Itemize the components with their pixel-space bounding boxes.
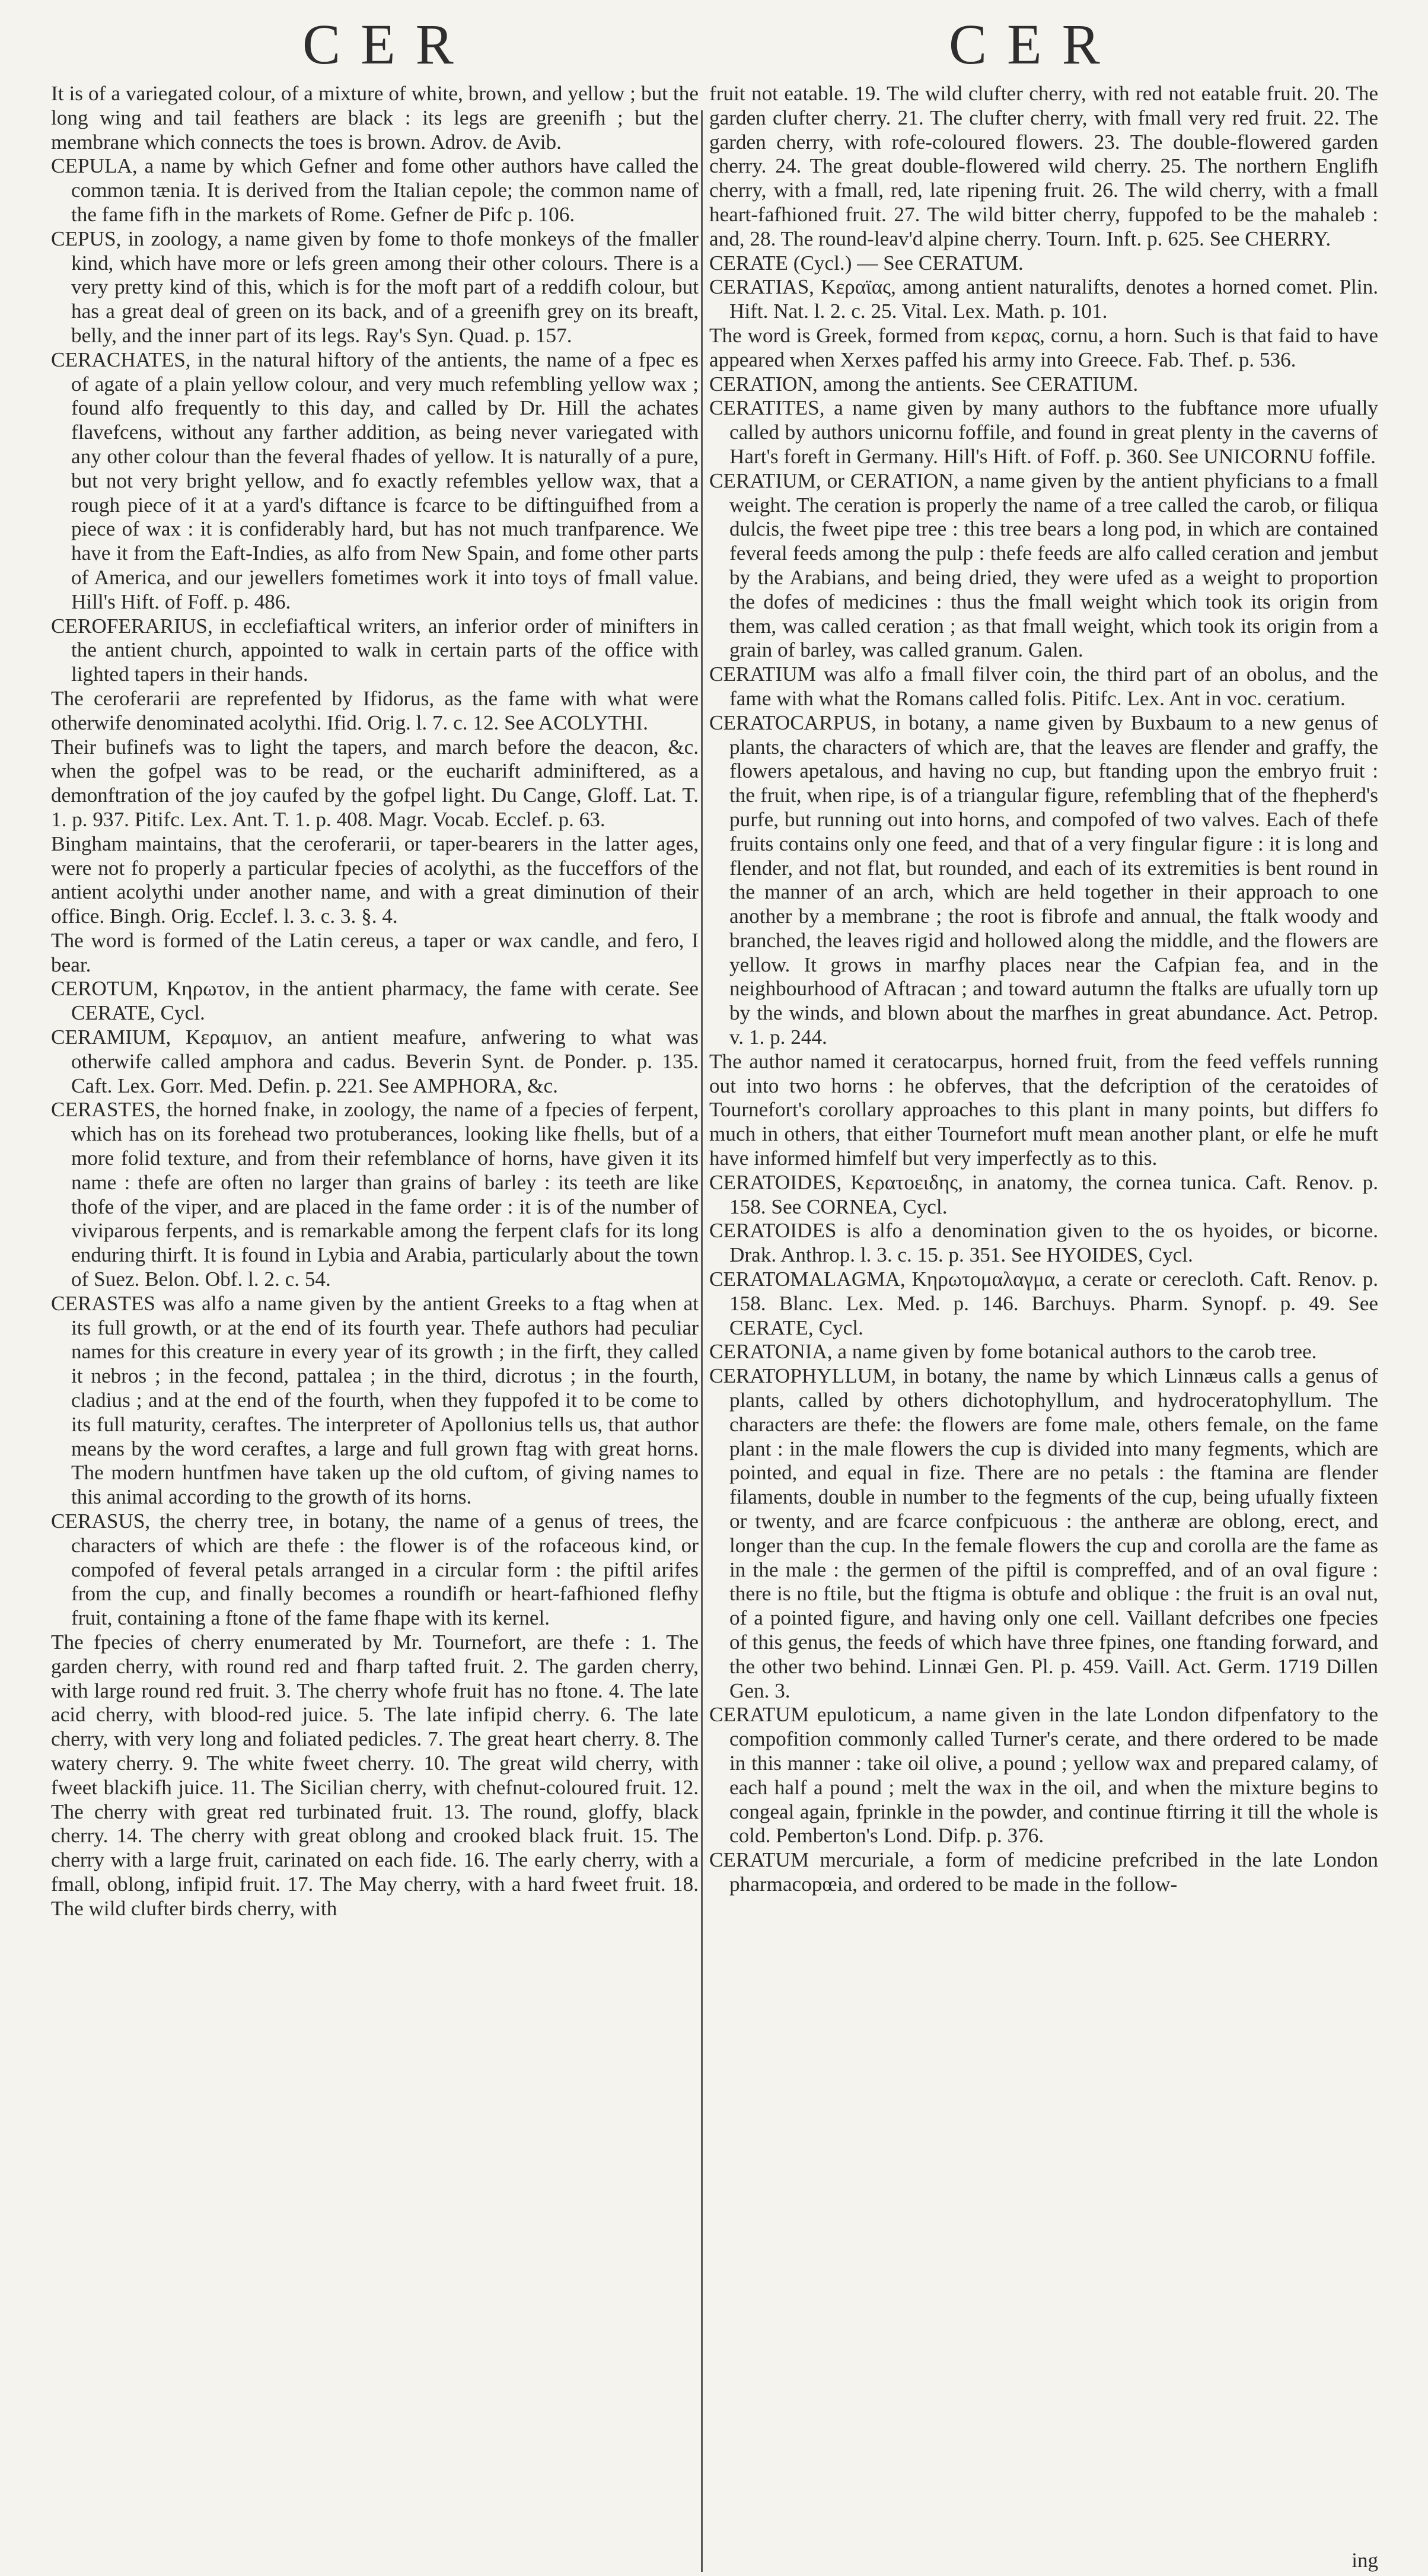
- entry-paragraph: CEROFERARIUS, in ecclefiaftical writers, an inferior order of minifters in the antient church, appointed to walk in certain parts of the office with lighted tapers in their hands.: [51, 614, 699, 686]
- running-head-left: CER: [302, 12, 474, 76]
- left-column: [51, 82, 699, 2573]
- entry-paragraph: CEPULA, a name by which Gefner and fome other authors have called the common tænia. It is derived from the Italian cepole; the common name of the fame fifh in the markets of Rome. Gefner de Pifc p. 106.: [51, 154, 699, 226]
- entry-paragraph: CERATOCARPUS, in botany, a name given by Buxbaum to a new genus of plants, the characters of which are, that the leaves are flender and graffy, the flowers apetalous, and having no cup, but ftanding upon the embryo fruit : the fruit, when ripe, is of a triangular figure, refembling that of the fhepherd's purfe, but running out into horns, and compofed of two valves. Each of thefe fruits contains only one feed, and that of a very fingular figure : it is long and flender, and not flat, but rounded, and each of its extremities is bent round in the manner of an arch, which are held together in their approach to one another by a membrane ; the root is fibrofe and annual, the ftalk woody and branched, the leaves rigid and hollowed along the middle, and the flowers are yellow. It grows in marfhy places near the Cafpian fea, and in the neighbourhood of Aftracan ; and toward autumn the ftalks are ufually torn up by the winds, and blown about the marfhes in great abundance. Act. Petrop. v. 1. p. 244.: [709, 711, 1378, 1049]
- entry-paragraph: CERATOIDES, Κερατοειδης, in anatomy, the cornea tunica. Caft. Renov. p. 158. See CORNEA, Cycl.: [709, 1170, 1378, 1218]
- right-column: [709, 82, 1378, 2573]
- entry-paragraph: CERATOPHYLLUM, in botany, the name by which Linnæus calls a genus of plants, called by others dichotophyllum, and hydroceratophyllum. The characters are thefe: the flowers are fome male, others female, on the fame plant : in the male flowers the cup is divided into many fegments, which are pointed, and equal in fize. There are no petals : the ftamina are flender filaments, double in number to the fegments of the cup, being ufually fixteen or twenty, and are fcarce confpicuous : the antheræ are oblong, erect, and longer than the cup. In the female flowers the cup and corolla are the fame as in the male : the germen of the piftil is compreffed, and of an oval figure : there is no ftile, but the ftigma is obtufe and oblique : the fruit is an oval nut, of a pointed figure, and having only one cell. Vaillant defcribes one fpecies of this genus, the feeds of which have three fpines, one ftanding forward, and the other two behind. Linnæi Gen. Pl. p. 459. Vaill. Act. Germ. 1719 Dillen Gen. 3.: [709, 1364, 1378, 1702]
- entry-paragraph: It is of a variegated colour, of a mixture of white, brown, and yellow ; but the long wing and tail feathers are black : its legs are greenifh ; but the membrane which connects the toes is brown. Adrov. de Avib.: [51, 82, 699, 154]
- entry-paragraph: CERATIAS, Κεραϊας, among antient naturalifts, denotes a horned comet. Plin. Hift. Nat. l. 2. c. 25. Vital. Lex. Math. p. 101.: [709, 275, 1378, 323]
- entry-paragraph: Bingham maintains, that the ceroferarii, or taper-bearers in the latter ages, were not fo properly a particular fpecies of acolythi, as the fucceffors of the antient acolythi under another name, and with a great diminution of their office. Bingh. Orig. Ecclef. l. 3. c. 3. §. 4.: [51, 832, 699, 928]
- entry-paragraph: CERATITES, a name given by many authors to the fubftance more ufually called by authors unicornu foffile, and found in great plenty in the caverns of Hart's foreft in Germany. Hill's Hift. of Foff. p. 360. See UNICORNU foffile.: [709, 396, 1378, 468]
- entry-paragraph: CEROTUM, Κηρωτον, in the antient pharmacy, the fame with cerate. See CERATE, Cycl.: [51, 977, 699, 1025]
- entry-paragraph: CERATUM mercuriale, a form of medicine prefcribed in the late London pharmacopœia, and ordered to be made in the follow-: [709, 1848, 1378, 1896]
- entry-paragraph: CERASTES, the horned fnake, in zoology, the name of a fpecies of ferpent, which has on its forehead two protuberances, looking like fhells, but of a more folid texture, and from their refemblance of horns, have given it its name : thefe are often no larger than grains of barley : its teeth are like thofe of the viper, and are placed in the fame order : it is of the number of viviparous ferpents, and is remarkable among the ferpent clafs for its long enduring thirft. It is found in Lybia and Arabia, particularly about the town of Suez. Belon. Obf. l. 2. c. 54.: [51, 1098, 699, 1291]
- entry-paragraph: CERATOMALAGMA, Κηρωτομαλαγμα, a cerate or cerecloth. Caft. Renov. p. 158. Blanc. Lex. Med. p. 146. Barchuys. Pharm. Synopf. p. 49. See CERATE, Cycl.: [709, 1268, 1378, 1339]
- entry-paragraph: fruit not eatable. 19. The wild clufter cherry, with red not eatable fruit. 20. The garden clufter cherry. 21. The clufter cherry, with fmall very red fruit. 22. The garden cherry, with rofe-coloured flowers. 23. The double-flowered garden cherry. 24. The great double-flowered wild cherry. 25. The northern Englifh cherry, with a fmall, red, late ripening fruit. 26. The wild cherry, with a fmall heart-fafhioned fruit. 27. The wild bitter cherry, fuppofed to be the mahaleb : and, 28. The round-leav'd alpine cherry. Tourn. Inft. p. 625. See CHERRY.: [709, 82, 1378, 250]
- entry-paragraph: CERASUS, the cherry tree, in botany, the name of a genus of trees, the characters of which are thefe : the flower is of the rofaceous kind, or compofed of feveral petals arranged in a circular form : the piftil arifes from the cup, and finally becomes a roundifh or heart-fafhioned flefhy fruit, containing a ftone of the fame fhape with its kernel.: [51, 1510, 699, 1630]
- entry-paragraph: CERATONIA, a name given by fome botanical authors to the carob tree.: [709, 1340, 1317, 1364]
- entry-paragraph: CERATUM epuloticum, a name given in the late London difpenfatory to the compofition commonly called Turner's cerate, and there ordered to be made in this manner : take oil olive, a pound ; yellow wax and prepared calamy, of each half a pound ; melt the wax in the oil, and when the mixture begins to congeal again, fprinkle in the powder, and continue ftirring it till the whole is cold. Pemberton's Lond. Difp. p. 376.: [709, 1703, 1378, 1848]
- running-head-right: CER: [949, 12, 1120, 76]
- entry-paragraph: CERATION, among the antients. See CERATIUM.: [709, 372, 1139, 396]
- entry-paragraph: CEPUS, in zoology, a name given by fome to thofe monkeys of the fmaller kind, which have more or lefs green among their other colours. There is a very pretty kind of this, which is for the moft part of a reddifh colour, but has a great deal of green on its back, and of a greenifh grey on its breaft, belly, and the inner part of its legs. Ray's Syn. Quad. p. 157.: [51, 227, 699, 347]
- column-divider: [701, 110, 703, 2572]
- catchword: ing: [1352, 2549, 1378, 2572]
- entry-paragraph: CERATOIDES is alfo a denomination given to the os hyoides, or bicorne. Drak. Anthrop. l. 3. c. 15. p. 351. See HYOIDES, Cycl.: [709, 1219, 1378, 1267]
- entry-paragraph: CERATIUM, or CERATION, a name given by the antient phyficians to a fmall weight. The ceration is properly the name of a tree called the carob, or filiqua dulcis, the fweet pipe tree : this tree bears a long pod, in which are contained feveral feeds among the pulp : thefe feeds are alfo called ceration and jembut by the Arabians, and being dried, they were ufed as a weight to proportion the dofes of medicines : thus the fmall weight which took its origin from them, was called ceration ; as that fmall weight, which took its origin from a grain of barley, was called granum. Galen.: [709, 469, 1378, 662]
- entry-paragraph: CERATIUM was alfo a fmall filver coin, the third part of an obolus, and the fame with what the Romans called folis. Pitifc. Lex. Ant in voc. ceratium.: [709, 663, 1378, 710]
- entry-paragraph: The author named it ceratocarpus, horned fruit, from the feed veffels running out into two horns : he obferves, that the defcription of the ceratoides of Tournefort's corollary approaches to this plant in many points, but differs fo much in others, that either Tournefort muft mean another plant, or elfe he muft have informed himfelf but very imperfectly as to this.: [709, 1049, 1378, 1170]
- entry-paragraph: The word is Greek, formed from κερας, cornu, a horn. Such is that faid to have appeared when Xerxes paffed his army into Greece. Fab. Thef. p. 536.: [709, 323, 1378, 371]
- entry-paragraph: CERATE (Cycl.) — See CERATUM.: [709, 251, 1024, 275]
- entry-paragraph: Their bufinefs was to light the tapers, and march before the deacon, &c. when the gofpel was to be read, or the eucharift adminiftered, as a demonftration of the joy caufed by the gofpel light. Du Cange, Gloff. Lat. T. 1. p. 937. Pitifc. Lex. Ant. T. 1. p. 408. Magr. Vocab. Ecclef. p. 63.: [51, 735, 699, 831]
- entry-paragraph: CERACHATES, in the natural hiftory of the antients, the name of a fpec es of agate of a plain yellow colour, and very much refembling yellow wax ; found alfo frequently to this day, and called by Dr. Hill the achates flavefcens, without any farther addition, as being never variegated with any other colour than the feveral fhades of yellow. It is naturally of a pure, but not very bright yellow, and fo exactly refembles yellow wax, that a rough piece of it at a yard's diftance is fcarce to be diftinguifhed from a piece of wax : it is confiderably hard, but has not much tranfparence. We have it from the Eaft-Indies, as alfo from New Spain, and fome other parts of America, and our jewellers fometimes work it into toys of fmall value. Hill's Hift. of Foff. p. 486.: [51, 348, 699, 613]
- entry-paragraph: The word is formed of the Latin cereus, a taper or wax candle, and fero, I bear.: [51, 928, 699, 976]
- entry-paragraph: CERAMIUM, Κεραμιον, an antient meafure, anfwering to what was otherwife called amphora and cadus. Beverin Synt. de Ponder. p. 135. Caft. Lex. Gorr. Med. Defin. p. 221. See AMPHORA, &c.: [51, 1026, 699, 1097]
- entry-paragraph: The ceroferarii are reprefented by Ifidorus, as the fame with what were otherwife denominated acolythi. Ifid. Orig. l. 7. c. 12. See ACOLYTHI.: [51, 686, 699, 734]
- entry-paragraph: CERASTES was alfo a name given by the antient Greeks to a ftag when at its full growth, or at the end of its fourth year. Thefe authors had peculiar names for this creature in every year of its growth ; in the firft, they called it nebros ; in the fecond, pattalea ; in the third, dicrotus ; in the fourth, cladius ; and at the end of the fourth, when they fuppofed it to be come to its full maturity, ceraftes. The interpreter of Apollonius tells us, that author means by the word ceraftes, a large and full grown ftag with great horns. The modern huntfmen have taken up the old cuftom, of giving names to this animal according to the growth of its horns.: [51, 1291, 699, 1509]
- entry-paragraph: The fpecies of cherry enumerated by Mr. Tournefort, are thefe : 1. The garden cherry, with round red and fharp tafted fruit. 2. The garden cherry, with large round red fruit. 3. The cherry whofe fruit has no ftone. 4. The late acid cherry, with blood-red juice. 5. The late infipid cherry. 6. The late cherry, with very long and foliated pedicles. 7. The great heart cherry. 8. The watery cherry. 9. The white fweet cherry. 10. The great wild cherry, with fweet blackifh juice. 11. The Sicilian cherry, with chefnut-coloured fruit. 12. The cherry with great red turbinated fruit. 13. The round, gloffy, black cherry. 14. The cherry with great oblong and crooked black fruit. 15. The cherry with a large fruit, carinated on each fide. 16. The early cherry, with a fmall, oblong, infipid fruit. 17. The May cherry, with a hard fweet fruit. 18. The wild clufter birds cherry, with: [51, 1631, 699, 1920]
